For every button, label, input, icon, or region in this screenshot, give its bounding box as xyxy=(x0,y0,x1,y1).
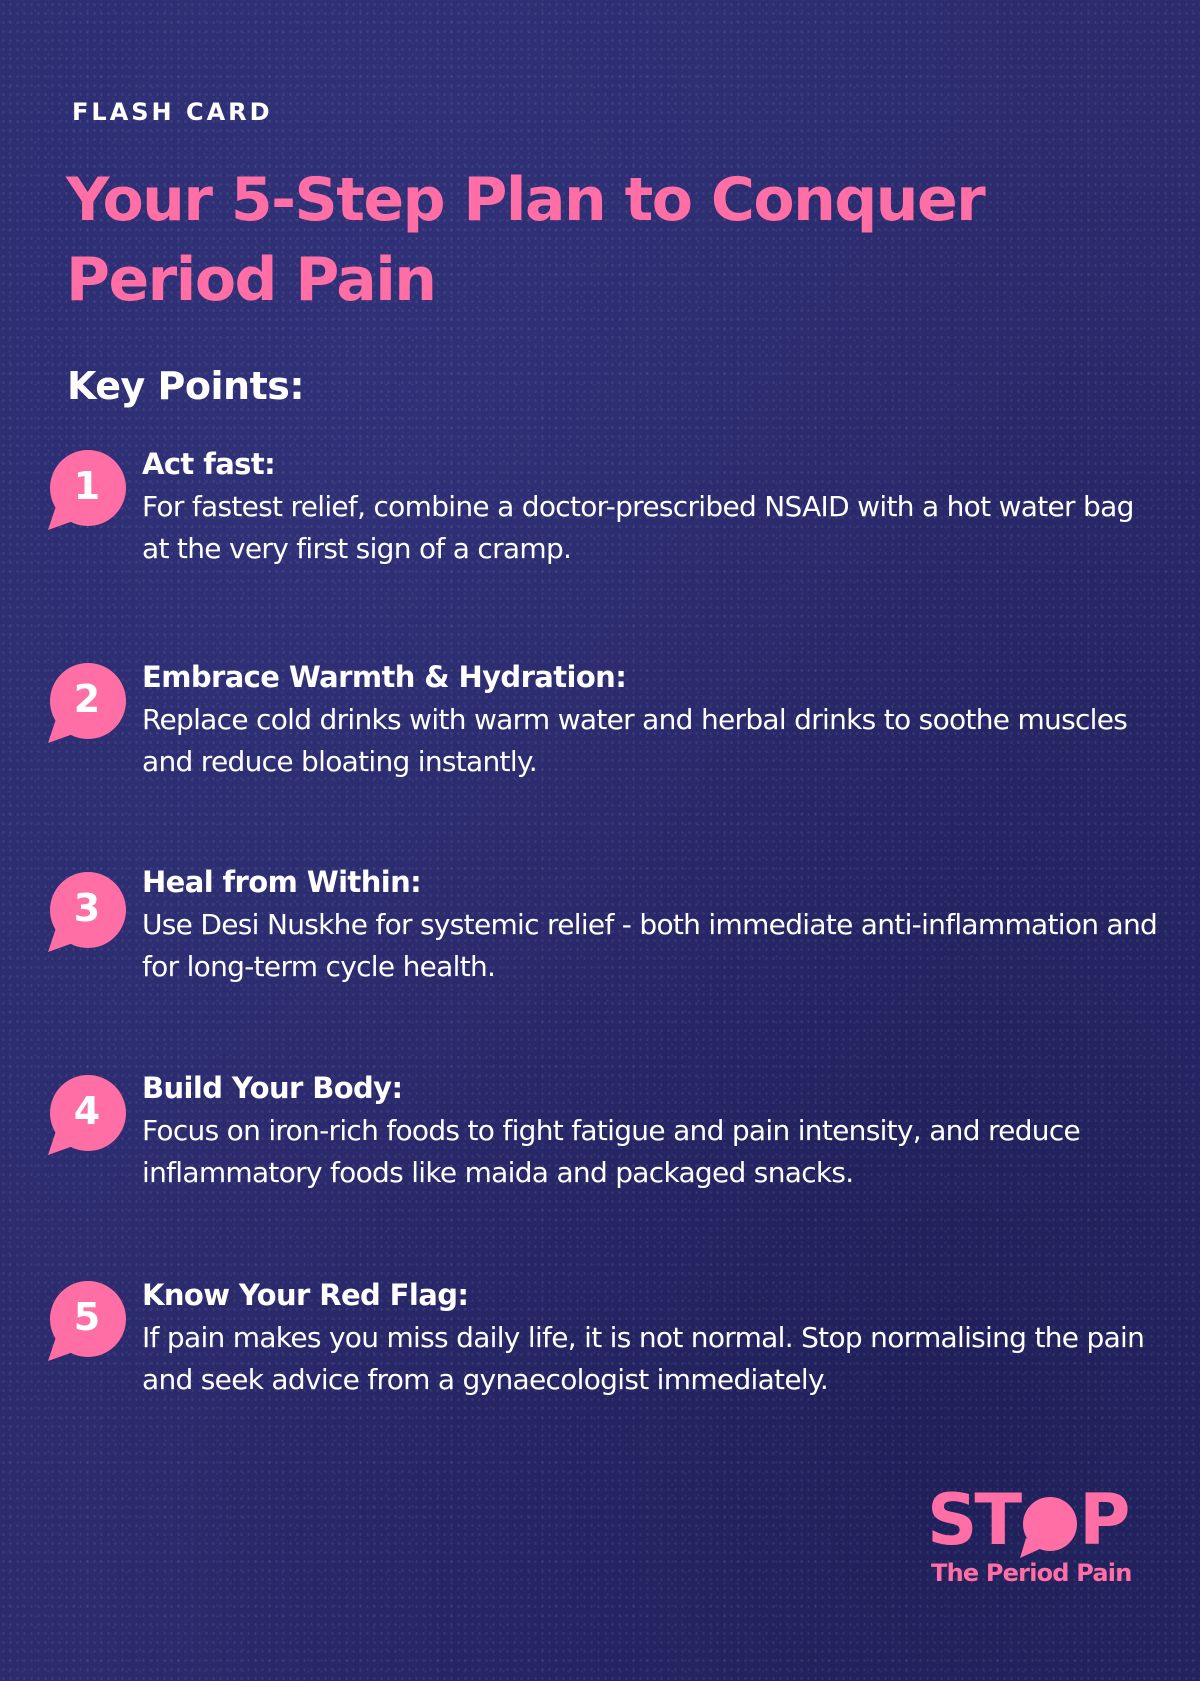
step-content xyxy=(142,657,1162,783)
logo-word-start: ST xyxy=(927,1479,1020,1561)
logo-wordmark xyxy=(927,1479,1128,1561)
step-number: 2 xyxy=(73,677,101,721)
step-number: 3 xyxy=(73,886,101,930)
step-content xyxy=(142,1275,1162,1401)
brand-logo xyxy=(925,1479,1145,1592)
step-title: Embrace Warmth & Hydration: xyxy=(142,660,627,694)
step-number: 4 xyxy=(73,1089,101,1133)
step-content xyxy=(142,1068,1162,1194)
step-description: Focus on iron-rich foods to fight fatigue and pain intensity, and reduce inflammatory foods like maida and packaged snacks. xyxy=(142,1114,1081,1189)
step-title: Heal from Within: xyxy=(142,865,422,899)
step-description: Replace cold drinks with warm water and herbal drinks to soothe muscles and reduce bloating instantly. xyxy=(142,703,1128,778)
step-badge xyxy=(48,872,126,950)
step-content xyxy=(142,444,1162,570)
eyebrow-label: FLASH CARD xyxy=(72,98,273,126)
speech-bubble-icon xyxy=(1020,1492,1078,1558)
step-number: 1 xyxy=(73,464,101,508)
step-description: For fastest relief, combine a doctor-prescribed NSAID with a hot water bag at the very first sign of a cramp. xyxy=(142,490,1134,565)
step-badge xyxy=(48,1075,126,1153)
step-title: Act fast: xyxy=(142,447,276,481)
step-number: 5 xyxy=(73,1295,101,1339)
step-badge xyxy=(48,1281,126,1359)
logo-tagline: The Period Pain xyxy=(931,1559,1132,1587)
logo-word-end: P xyxy=(1079,1479,1128,1561)
section-heading: Key Points: xyxy=(67,364,305,408)
step-description: Use Desi Nuskhe for systemic relief - both immediate anti-inflammation and for long-term cycle health. xyxy=(142,908,1158,983)
step-description: If pain makes you miss daily life, it is not normal. Stop normalising the pain and seek advice from a gynaecologist immediately. xyxy=(142,1321,1145,1396)
step-content xyxy=(142,862,1162,988)
step-badge xyxy=(48,450,126,528)
step-title: Build Your Body: xyxy=(142,1071,403,1105)
step-badge xyxy=(48,663,126,741)
page-title: Your 5-Step Plan to Conquer Period Pain xyxy=(66,165,985,315)
step-title: Know Your Red Flag: xyxy=(142,1278,469,1312)
